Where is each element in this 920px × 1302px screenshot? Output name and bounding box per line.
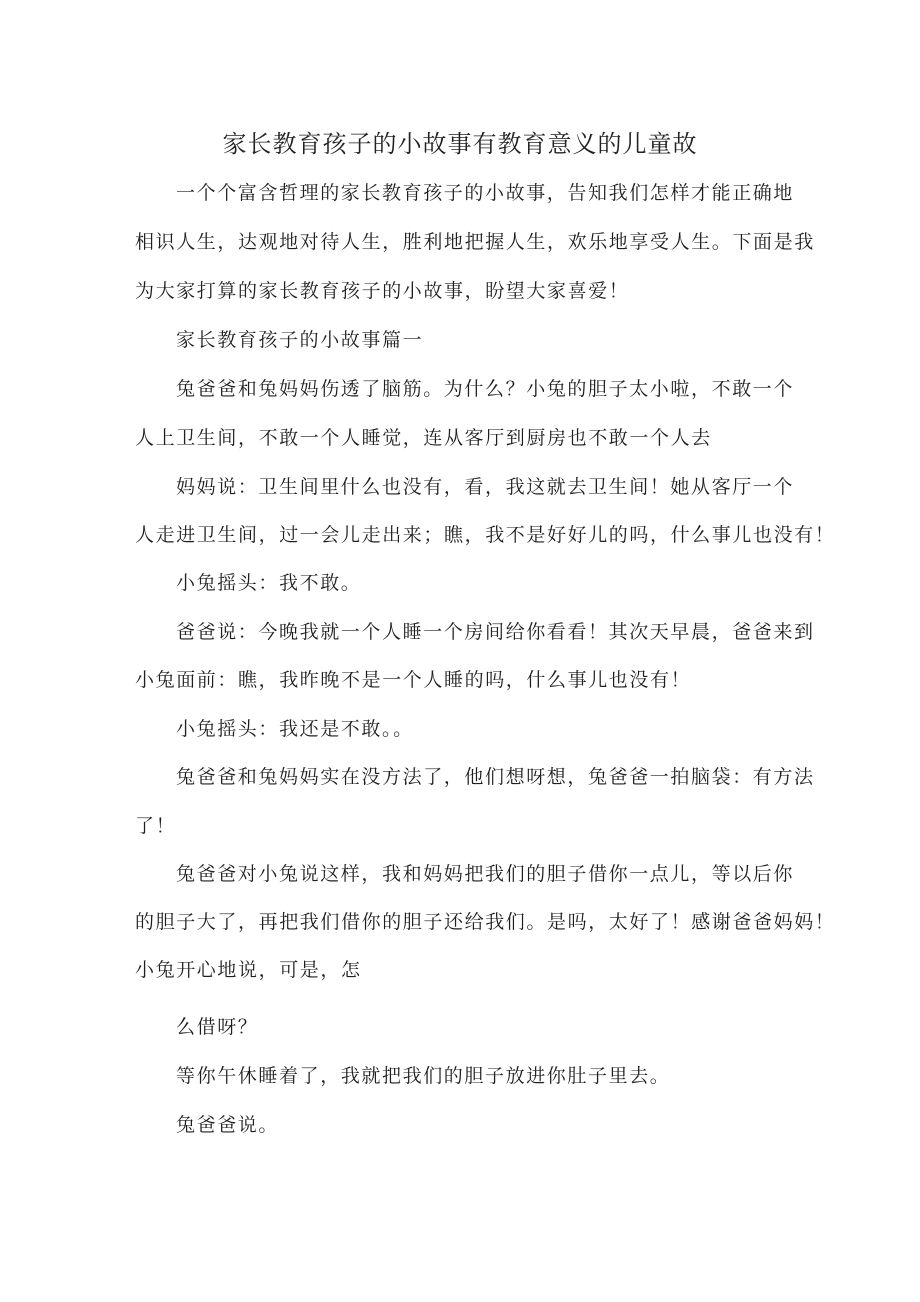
- paragraph-line: 小兔面前：瞧，我昨晚不是一个人睡的吗，什么事儿也没有！: [135, 669, 692, 691]
- paragraph-line: 等你午休睡着了，我就把我们的胆子放进你肚子里去。: [176, 1065, 671, 1087]
- paragraph-line: 人上卫生间，不敢一个人睡觉，连从客厅到厨房也不敢一个人去: [135, 427, 712, 449]
- paragraph-line: 兔爸爸对小兔说这样，我和妈妈把我们的胆子借你一点儿，等以后你: [176, 863, 795, 885]
- paragraph-line: 相识人生，达观地对待人生，胜利地把握人生，欢乐地享受人生。下面是我: [135, 231, 815, 253]
- paragraph-line: 么借呀？: [176, 1016, 259, 1038]
- paragraph-line: 兔爸爸和兔妈妈伤透了脑筋。为什么？小兔的胆子太小啦，不敢一个: [176, 378, 795, 400]
- paragraph-line: 小兔摇头：我还是不敢。。: [176, 718, 414, 740]
- paragraph-line: 小兔摇头：我不敢。: [176, 572, 362, 594]
- paragraph-line: 的胆子大了，再把我们借你的胆子还给我们。是吗，太好了！感谢爸爸妈妈！: [135, 911, 836, 933]
- paragraph-line: 人走进卫生间，过一会儿走出来；瞧，我不是好好儿的吗，什么事儿也没有！: [135, 524, 836, 546]
- section-heading: 家长教育孩子的小故事篇一: [176, 329, 424, 351]
- paragraph-line: 兔爸爸和兔妈妈实在没方法了，他们想呀想，兔爸爸一拍脑袋：有方法: [176, 766, 815, 788]
- paragraph-line: 小兔开心地说，可是，怎: [135, 959, 362, 981]
- paragraph-line: 为大家打算的家长教育孩子的小故事，盼望大家喜爱！: [135, 280, 630, 302]
- paragraph-line: 一个个富含哲理的家长教育孩子的小故事，告知我们怎样才能正确地: [176, 182, 795, 204]
- paragraph-line: 兔爸爸说。: [176, 1114, 280, 1136]
- paragraph-line: 爸爸说：今晚我就一个人睡一个房间给你看看！其次天早晨，爸爸来到: [176, 621, 815, 643]
- paragraph-line: 了！: [135, 815, 177, 837]
- document-title: 家长教育孩子的小故事有教育意义的儿童故: [222, 130, 698, 158]
- paragraph-line: 妈妈说：卫生间里什么也没有，看，我这就去卫生间！她从客厅一个: [176, 476, 795, 498]
